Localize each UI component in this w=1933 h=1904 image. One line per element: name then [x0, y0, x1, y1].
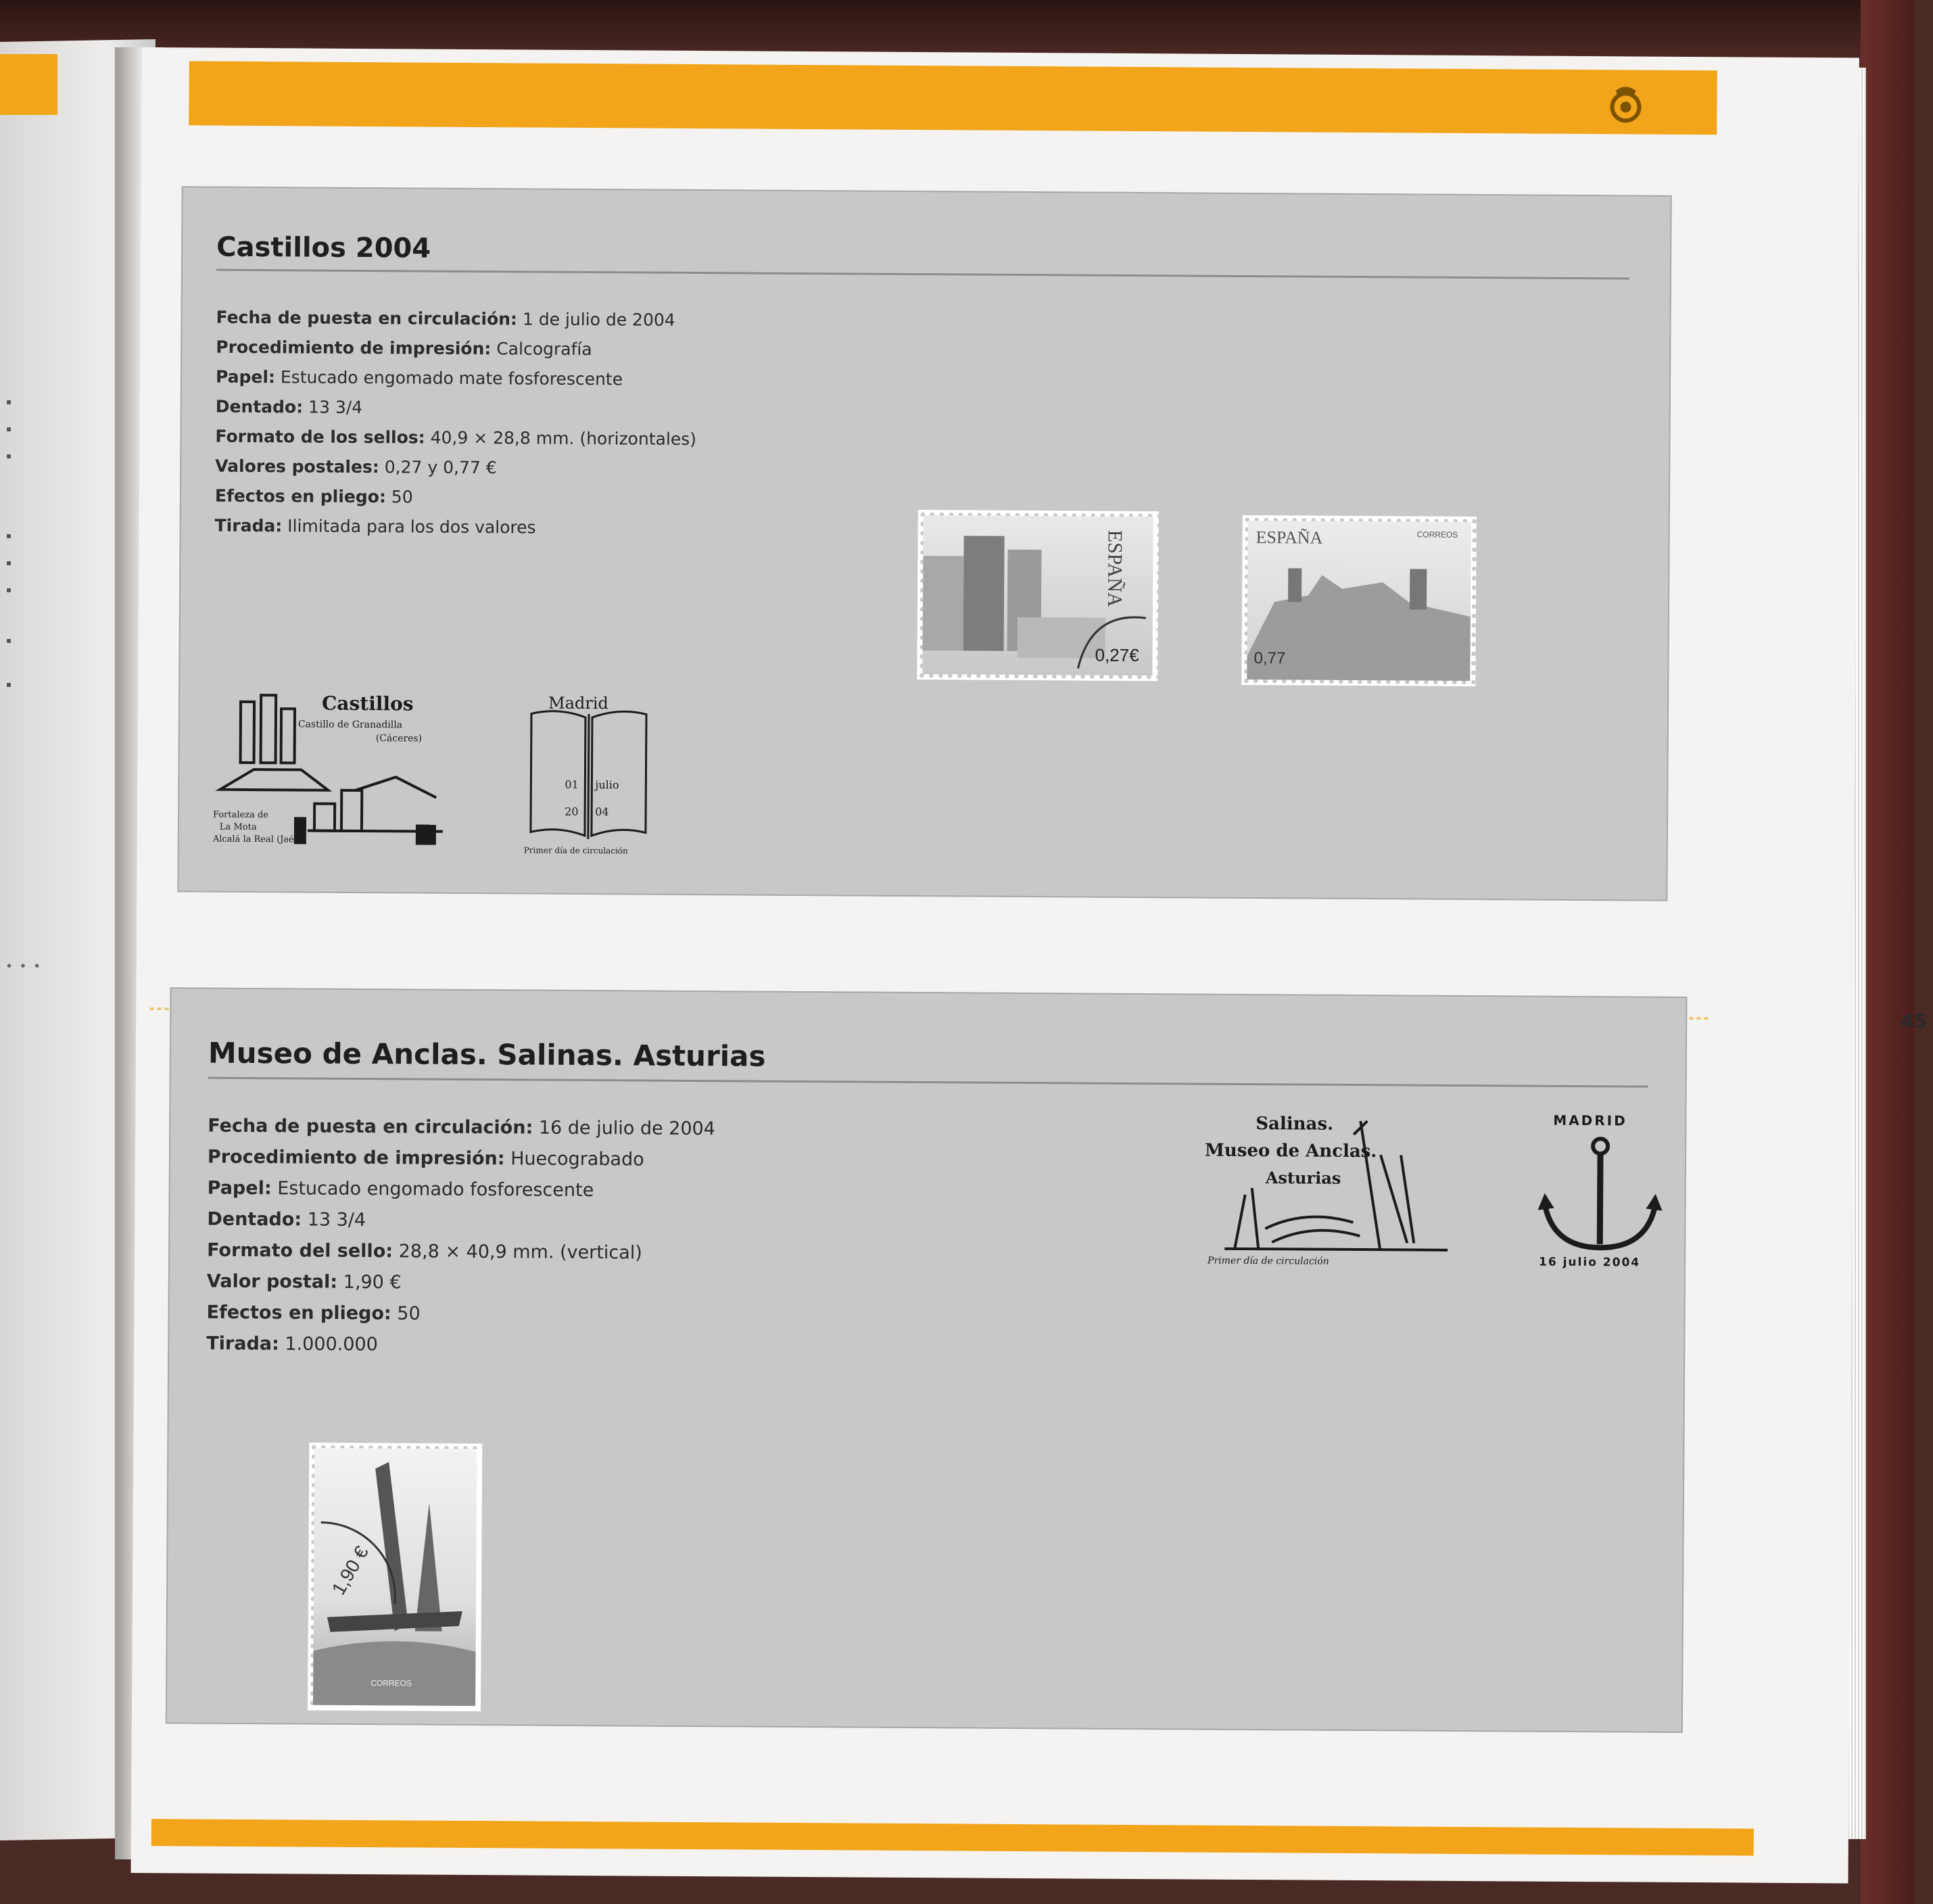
anchor-illustration — [1204, 1114, 1462, 1270]
stamp-anchor-190 — [308, 1443, 482, 1712]
stamp-castillo-027 — [917, 510, 1159, 681]
cancel-line: Fortaleza de — [213, 809, 269, 821]
first-day-cancel-salinas — [1204, 1114, 1462, 1270]
stamp-country: ESPAÑA — [1103, 529, 1126, 607]
detail-row: Valores postales: 0,27 y 0,77 € — [215, 456, 497, 478]
stamp-brand: CORREOS — [371, 1678, 412, 1688]
madrid-cancel-castillos — [524, 693, 653, 859]
footer-bar — [151, 1819, 1754, 1855]
details-list — [215, 303, 698, 544]
title-rule — [208, 1077, 1648, 1088]
background-right — [1861, 0, 1915, 1904]
cancel-date: 16 julio 2004 — [1539, 1255, 1641, 1270]
detail-row: Procedimiento de impresión: Huecograbado — [207, 1146, 644, 1170]
detail-row: Tirada: Ilimitada para los dos valores — [214, 515, 536, 538]
detail-row: Papel: Estucado engomado fosforescente — [207, 1177, 594, 1201]
anchor-icon — [1532, 1126, 1668, 1262]
cancel-city: MADRID — [1553, 1112, 1627, 1129]
detail-row: Formato de los sellos: 40,9 × 28,8 mm. (horizontales) — [215, 426, 697, 450]
previous-page-header-bar — [0, 54, 57, 115]
detail-row: Formato del sello: 28,8 × 40,9 mm. (vertical) — [207, 1239, 642, 1264]
section-museo-anclas — [166, 987, 1688, 1733]
section-castillos — [177, 186, 1671, 901]
stamp-value: 1,90 € — [327, 1542, 373, 1599]
cancel-day: 01 — [565, 778, 579, 791]
details-list — [206, 1111, 715, 1363]
madrid-cancel-anchor — [1532, 1112, 1668, 1275]
cancel-month: julio — [595, 778, 619, 792]
cancel-year: 04 — [595, 805, 609, 819]
cancel-caption: Primer día de circulación — [523, 845, 628, 856]
detail-row: Efectos en pliego: 50 — [214, 485, 413, 507]
cancel-line: La Mota — [219, 822, 257, 833]
open-book-icon — [524, 693, 653, 859]
page-number: 45 — [1901, 1009, 1928, 1033]
previous-page-separator: • • • — [7, 959, 43, 974]
detail-row: Dentado: 13 3/4 — [207, 1208, 366, 1231]
cancel-line: Museo de Anclas. — [1204, 1140, 1377, 1162]
correos-horn-logo-icon — [1602, 80, 1649, 127]
detail-row: Valor postal: 1,90 € — [206, 1270, 402, 1293]
detail-row: Papel: Estucado engomado mate fosforescente — [215, 366, 623, 389]
stamp-value: 0,77 — [1254, 649, 1286, 668]
cancel-line: Alcalá la Real (Jaén) — [212, 834, 304, 845]
cancel-line: (Cáceres) — [375, 733, 423, 744]
section-title: Museo de Anclas. Salinas. Asturias — [208, 1036, 766, 1073]
cancel-heading: Castillos — [321, 692, 414, 715]
stamp-value: 0,27€ — [1095, 644, 1139, 666]
cancel-city: Madrid — [548, 693, 608, 713]
detail-row: Procedimiento de impresión: Calcografía — [216, 337, 592, 360]
header-bar — [189, 61, 1717, 135]
catalog-page — [131, 47, 1928, 1883]
detail-row: Dentado: 13 3/4 — [215, 396, 363, 418]
detail-row: Tirada: 1.000.000 — [206, 1333, 378, 1356]
detail-row: Fecha de puesta en circulación: 1 de julio de 2004 — [216, 307, 675, 330]
cancel-line: Asturias — [1265, 1168, 1341, 1188]
cancel-year: 20 — [565, 805, 579, 818]
section-title: Castillos 2004 — [216, 231, 431, 264]
first-day-cancel-castillos — [213, 688, 451, 859]
stamp-country: ESPAÑA — [1256, 527, 1323, 548]
detail-row: Efectos en pliego: 50 — [206, 1302, 421, 1325]
cancel-line: Salinas. — [1256, 1114, 1334, 1135]
cancel-line: Castillo de Granadilla — [297, 719, 403, 731]
stamp-brand: CORREOS — [1416, 529, 1458, 540]
detail-row: Fecha de puesta en circulación: 16 de julio de 2004 — [208, 1115, 716, 1140]
cancel-caption: Primer día de circulación — [1208, 1255, 1329, 1267]
stamp-castillo-077 — [1241, 515, 1477, 686]
title-rule — [216, 269, 1629, 280]
